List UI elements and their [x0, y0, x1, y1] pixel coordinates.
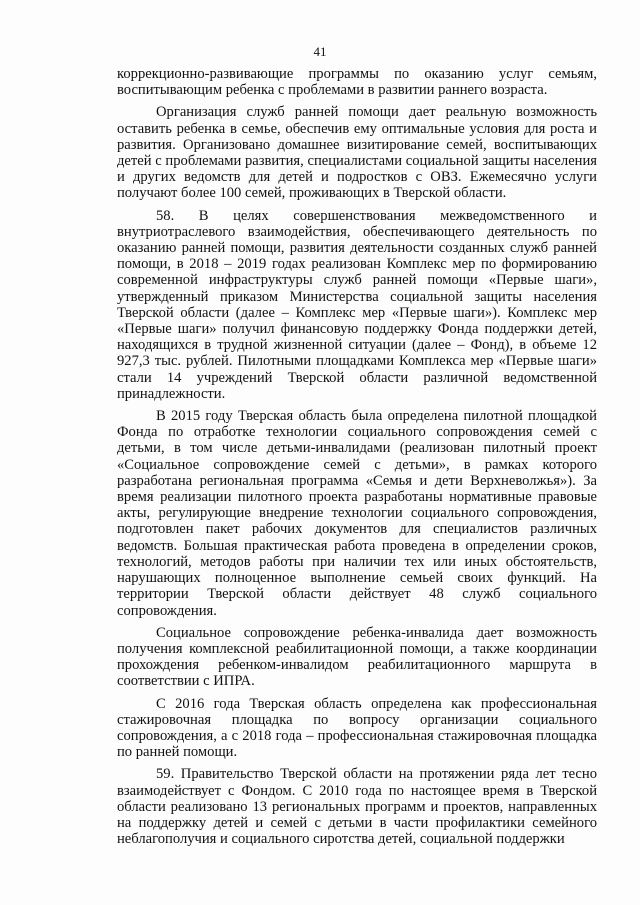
document-body — [117, 66, 597, 847]
paragraph-5: Социальное сопровождение ребенка-инвалида дает возможность получения комплексной реабилитационной помощи, а также координации прохождения ребенком-инвалидом реабилитационного маршрута в соответствии с ИПРА. — [117, 624, 597, 690]
paragraph-3: 58. В целях совершенствования межведомственного и внутриотраслевого взаимодействия, обеспечивающего деятельность по оказанию ранней помощи, развития деятельности созданных служб ранней помощи, в 2018 – 2019 годах реализован Комплекс мер по формированию современной инфраструктуры служб ранней помощи «Первые шаги», утвержденный приказом Министерства социальной защиты населения Тверской области (далее – Комплекс мер «Первые шаги»). Комплекс мер «Первые шаги» получил финансовую поддержку Фонда поддержки детей, находящихся в трудной жизненной ситуации (далее – Фонд), в объеме 12 927,3 тыс. рублей. Пилотными площадками Комплекса мер «Первые шаги» стали 14 учреждений Тверской области различной ведомственной принадлежности. — [117, 207, 597, 402]
paragraph-1: коррекционно-развивающие программы по оказанию услуг семьям, воспитывающим ребенка с проблемами в развитии раннего возраста. — [117, 66, 597, 99]
paragraph-6: С 2016 года Тверская область определена как профессиональная стажировочная площадка по вопросу организации социального сопровождения, а с 2018 года – профессиональная стажировочная площадка по ранней помощи. — [117, 695, 597, 761]
paragraph-4: В 2015 году Тверская область была определена пилотной площадкой Фонда по отработке технологии социального сопровождения семей с детьми, в том числе детьми-инвалидами (реализован пилотный проект «Социальное сопровождение семей с детьми», в рамках которого разработана региональная программа «Семья и дети Верхневолжья»). За время реализации пилотного проекта разработаны нормативные правовые акты, регулирующие внедрение технологии социального сопровождения, подготовлен пакет рабочих документов для специалистов различных ведомств. Большая практическая работа проведена в определении сроков, технологий, методов работы при наличии тех или иных обстоятельств, нарушающих полноценное выполнение семьей своих функций. На территории Тверской области действует 48 служб социального сопровождения. — [117, 408, 597, 619]
page-number: 41 — [313, 44, 327, 59]
paragraph-2: Организация служб ранней помощи дает реальную возможность оставить ребенка в семье, обеспечив ему оптимальные условия для роста и развития. Организовано домашнее визитирование семей, воспитывающих детей с проблемами развития, специалистами социальной защиты населения и других ведомств для детей и подростков с ОВЗ. Ежемесячно услуги получают более 100 семей, проживающих в Тверской области. — [117, 104, 597, 202]
paragraph-7: 59. Правительство Тверской области на протяжении ряда лет тесно взаимодействует с Фондом. С 2010 года по настоящее время в Тверской области реализовано 13 региональных программ и проектов, направленных на поддержку детей и семей с детьми в части профилактики семейного неблагополучия и социального сиротства детей, социальной поддержки — [117, 766, 597, 848]
